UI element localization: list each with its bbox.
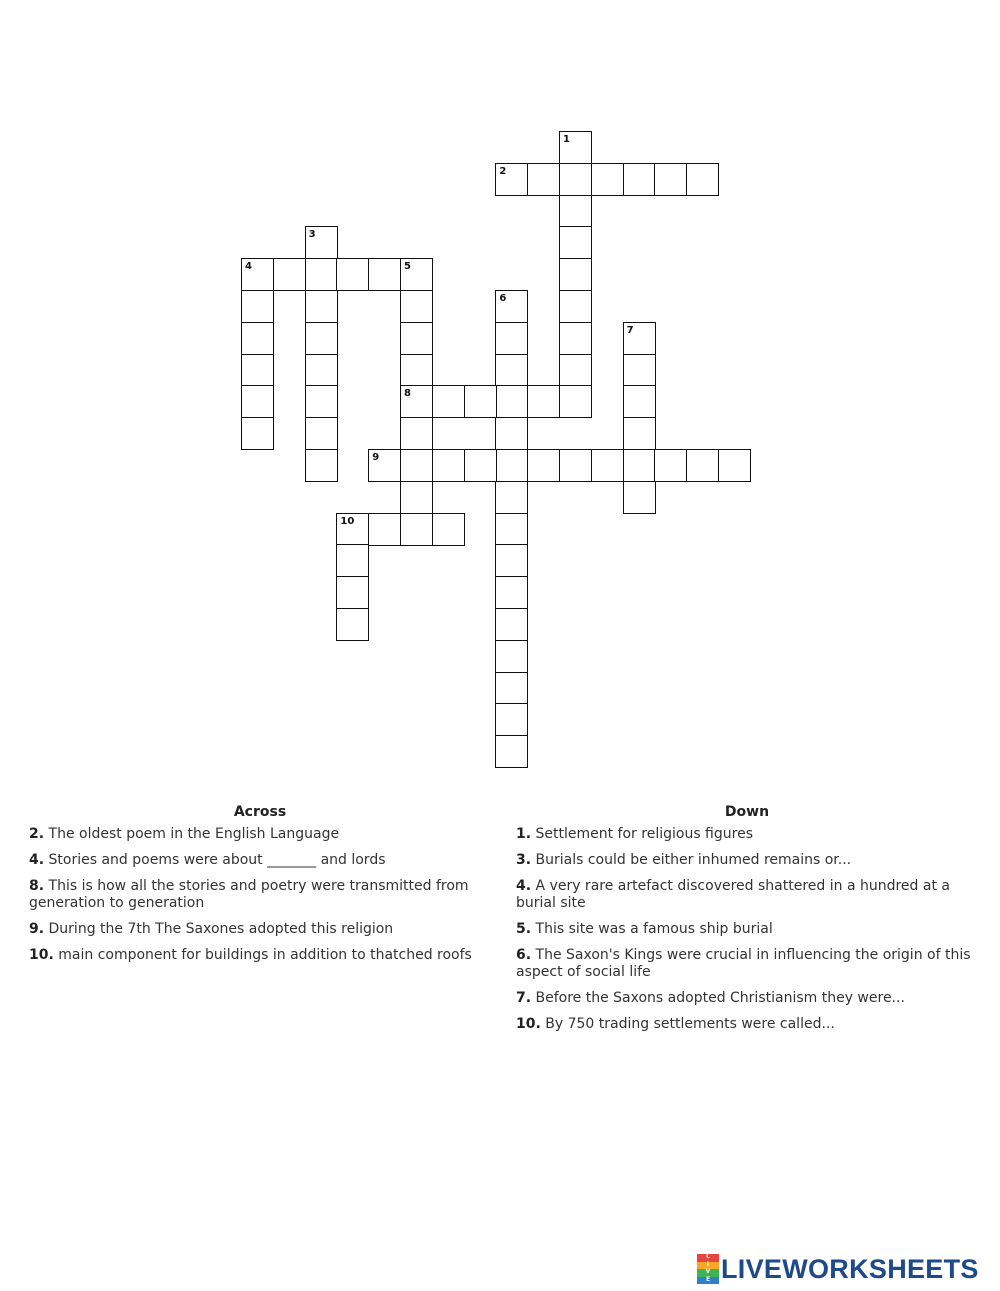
crossword-cell[interactable] bbox=[559, 385, 592, 418]
crossword-cell[interactable] bbox=[241, 258, 274, 291]
down-heading: Down bbox=[724, 804, 770, 820]
clue-across-9: 9. During the 7th The Saxones adopted this religion bbox=[29, 921, 394, 937]
crossword-cell[interactable] bbox=[623, 385, 656, 418]
clue-down-5: 5. This site was a famous ship burial bbox=[516, 921, 773, 937]
crossword-cell[interactable] bbox=[495, 481, 528, 514]
clue-across-8: 8. This is how all the stories and poetry were transmitted from generation to generation bbox=[29, 878, 469, 911]
crossword-cell[interactable] bbox=[241, 290, 274, 323]
crossword-cell[interactable] bbox=[400, 258, 433, 291]
crossword-cell[interactable] bbox=[495, 672, 528, 705]
clue-across-2: 2. The oldest poem in the English Language bbox=[29, 826, 340, 842]
crossword-cell[interactable] bbox=[432, 449, 465, 482]
clue-down-1: 1. Settlement for religious figures bbox=[516, 826, 753, 842]
logo-mark-letter: I bbox=[697, 1262, 719, 1270]
clue-number: 5 bbox=[404, 261, 411, 273]
crossword-cell[interactable] bbox=[464, 385, 497, 418]
crossword-cell[interactable] bbox=[527, 449, 560, 482]
logo-mark-icon bbox=[697, 1254, 719, 1284]
crossword-cell[interactable] bbox=[686, 449, 719, 482]
crossword-cell[interactable] bbox=[368, 449, 401, 482]
crossword-cell[interactable] bbox=[305, 226, 338, 259]
clue-number: 4 bbox=[245, 261, 252, 273]
clue-across-10: 10. main component for buildings in addition to thatched roofs bbox=[29, 947, 472, 963]
crossword-cell[interactable] bbox=[718, 449, 751, 482]
crossword-cell[interactable] bbox=[559, 322, 592, 355]
crossword-cell[interactable] bbox=[241, 417, 274, 450]
crossword-cell[interactable] bbox=[305, 290, 338, 323]
crossword-cell[interactable] bbox=[305, 322, 338, 355]
down-clues bbox=[516, 804, 976, 1042]
across-heading: Across bbox=[233, 804, 287, 820]
crossword-cell[interactable] bbox=[495, 735, 528, 768]
crossword-cell[interactable] bbox=[305, 258, 338, 291]
crossword-cell[interactable] bbox=[336, 544, 369, 577]
crossword-cell[interactable] bbox=[368, 513, 401, 546]
crossword-cell[interactable] bbox=[368, 258, 401, 291]
clue-number: 3 bbox=[308, 229, 316, 241]
clue-down-10: 10. By 750 trading settlements were called... bbox=[516, 1016, 835, 1032]
crossword-cell[interactable] bbox=[241, 322, 274, 355]
crossword-cell[interactable] bbox=[623, 417, 656, 450]
crossword-cell[interactable] bbox=[400, 290, 433, 323]
clue-number: 10 bbox=[340, 515, 355, 527]
crossword-cell[interactable] bbox=[336, 513, 369, 546]
crossword-cell[interactable] bbox=[336, 576, 369, 609]
clue-down-3: 3. Burials could be either inhumed remains or... bbox=[516, 852, 852, 868]
crossword-cell[interactable] bbox=[432, 513, 465, 546]
crossword-cell[interactable] bbox=[495, 163, 528, 196]
crossword-cell[interactable] bbox=[527, 385, 560, 418]
crossword-cell[interactable] bbox=[623, 354, 656, 387]
crossword-cell[interactable] bbox=[654, 449, 687, 482]
clue-down-4: 4. A very rare artefact discovered shattered in a hundred at a burial site bbox=[516, 878, 950, 911]
crossword-cell[interactable] bbox=[495, 608, 528, 641]
crossword-cell[interactable] bbox=[559, 258, 592, 291]
across-clues bbox=[29, 804, 489, 973]
crossword-cell[interactable] bbox=[495, 576, 528, 609]
crossword-cell[interactable] bbox=[400, 513, 433, 546]
crossword-cell[interactable] bbox=[623, 481, 656, 514]
crossword-cell[interactable] bbox=[527, 163, 560, 196]
crossword-cell[interactable] bbox=[400, 481, 433, 514]
crossword-cell[interactable] bbox=[495, 385, 528, 418]
crossword-cell[interactable] bbox=[559, 290, 592, 323]
crossword-cell[interactable] bbox=[495, 322, 528, 355]
crossword-cell[interactable] bbox=[591, 449, 624, 482]
crossword-cell[interactable] bbox=[400, 449, 433, 482]
crossword-cell[interactable] bbox=[559, 226, 592, 259]
crossword-cell[interactable] bbox=[495, 703, 528, 736]
crossword-cell[interactable] bbox=[495, 544, 528, 577]
crossword-cell[interactable] bbox=[241, 385, 274, 418]
logo-mark-letter: L bbox=[697, 1254, 719, 1262]
crossword-cell[interactable] bbox=[495, 354, 528, 387]
logo-text: LIVEWORKSHEETS bbox=[721, 1253, 979, 1284]
crossword-cell[interactable] bbox=[400, 322, 433, 355]
crossword-cell[interactable] bbox=[623, 322, 656, 355]
crossword-cell[interactable] bbox=[400, 354, 433, 387]
crossword-cell[interactable] bbox=[305, 417, 338, 450]
crossword-cell[interactable] bbox=[559, 354, 592, 387]
clue-down-6: 6. The Saxon's Kings were crucial in influencing the origin of this aspect of social life bbox=[516, 947, 971, 980]
crossword-cell[interactable] bbox=[495, 513, 528, 546]
clue-across-4: 4. Stories and poems were about _______ and lords bbox=[29, 852, 386, 868]
crossword-cell[interactable] bbox=[305, 354, 338, 387]
crossword-cell[interactable] bbox=[400, 417, 433, 450]
crossword-cell[interactable] bbox=[273, 258, 306, 291]
crossword-cell[interactable] bbox=[241, 354, 274, 387]
crossword-cell[interactable] bbox=[495, 449, 528, 482]
clue-down-7: 7. Before the Saxons adopted Christianism they were... bbox=[516, 990, 905, 1006]
crossword-cell[interactable] bbox=[305, 449, 338, 482]
logo-mark-letter: E bbox=[697, 1277, 719, 1285]
crossword-cell[interactable] bbox=[336, 608, 369, 641]
crossword-cell[interactable] bbox=[495, 640, 528, 673]
crossword-cell[interactable] bbox=[654, 163, 687, 196]
crossword-cell[interactable] bbox=[400, 385, 433, 418]
crossword-cell[interactable] bbox=[495, 417, 528, 450]
clue-number: 6 bbox=[499, 293, 507, 304]
crossword-cell[interactable] bbox=[559, 449, 592, 482]
crossword-cell[interactable] bbox=[464, 449, 497, 482]
crossword-cell[interactable] bbox=[559, 131, 592, 164]
crossword-cell[interactable] bbox=[495, 290, 528, 323]
crossword-cell[interactable] bbox=[432, 385, 465, 418]
crossword-cell[interactable] bbox=[336, 258, 369, 291]
crossword-cell[interactable] bbox=[686, 163, 719, 196]
crossword-cell[interactable] bbox=[623, 449, 656, 482]
liveworksheets-logo bbox=[697, 1254, 979, 1284]
crossword-cell[interactable] bbox=[305, 385, 338, 418]
logo-mark-letter: V bbox=[697, 1269, 719, 1277]
clue-number: 8 bbox=[404, 388, 411, 400]
clue-number: 2 bbox=[499, 165, 507, 177]
crossword-cell[interactable] bbox=[559, 195, 592, 228]
crossword-cell[interactable] bbox=[591, 163, 624, 196]
clue-number: 1 bbox=[563, 134, 570, 145]
clue-number: 9 bbox=[372, 452, 380, 463]
crossword-cell[interactable] bbox=[623, 163, 656, 196]
crossword-cell[interactable] bbox=[559, 163, 592, 196]
clue-number: 7 bbox=[626, 324, 634, 336]
